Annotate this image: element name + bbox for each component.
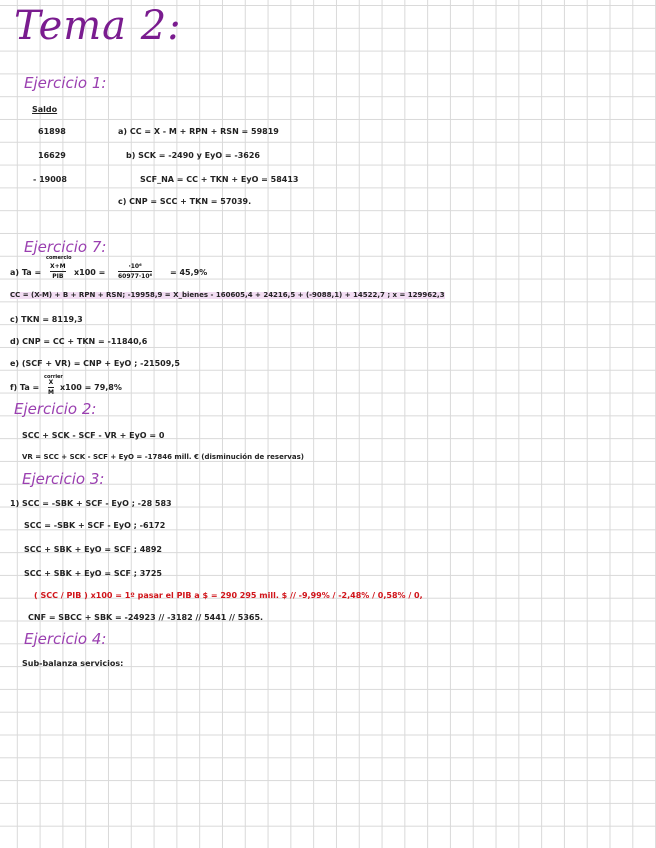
ex7-f-frac-den: M — [48, 389, 54, 396]
ex7-f-fraction — [48, 379, 54, 396]
ex7-a-mid: x100 = — [74, 268, 106, 277]
ex7-a-left: a) Ta = — [10, 268, 42, 277]
ex7-a-fraction-2 — [118, 263, 152, 280]
ex7-c-line: c) TKN = 8119,3 — [10, 315, 83, 324]
fraction-bar — [118, 271, 152, 272]
ex3-line-3: SCC + SBK + EyO = SCF ; 4892 — [24, 545, 162, 554]
ex2-line-2: VR = SCC + SCK - SCF + EyO = -17846 mill. € (disminución de reservas) — [22, 453, 304, 461]
ex3-red-line: ( SCC / PIB ) x100 = 1º pasar el PIB a $ = 290 295 mill. $ // -9,99% / -2,48% / 0,58% / 0, — [34, 591, 423, 600]
heading-ejercicio-1: Ejercicio 1: — [24, 74, 107, 92]
ex3-line-4: SCC + SBK + EyO = SCF ; 3725 — [24, 569, 162, 578]
ex7-f-frac-num: X — [48, 379, 54, 386]
ex7-f-annotation: corrier — [44, 374, 63, 380]
ex7-f-rest: x100 = 79,8% — [60, 383, 122, 392]
heading-ejercicio-3: Ejercicio 3: — [22, 470, 105, 488]
ex7-a-result: = 45,9% — [170, 268, 208, 277]
ex7-e-line: e) (SCF + VR) = CNP + EyO ; -21509,5 — [10, 359, 180, 368]
saldo-value-3: - 19008 — [33, 175, 67, 184]
saldo-value-2: 16629 — [38, 151, 66, 160]
heading-ejercicio-7: Ejercicio 7: — [24, 238, 107, 256]
ex1-line-a: a) CC = X - M + RPN + RSN = 59819 — [118, 127, 279, 136]
page-title: Tema 2: — [14, 3, 182, 49]
ex7-a-frac2-den: 60977·10⁶ — [118, 273, 153, 280]
heading-ejercicio-4: Ejercicio 4: — [24, 630, 107, 648]
saldo-label: Saldo — [32, 105, 58, 114]
ex7-a-fraction — [50, 263, 66, 280]
fraction-bar — [48, 387, 54, 388]
ex7-a-frac-den: PIB — [52, 273, 64, 280]
ex7-a-frac2-num: ·10⁶ — [128, 263, 142, 270]
ex7-b-line: CC = (X-M) + B + RPN + RSN; -19958,9 = X_bienes - 160605,4 + 24216,5 + (-9088,1) + 14522,7 ; x = 129962,3 — [10, 291, 445, 299]
ex3-line-1: 1) SCC = -SBK + SCF - EyO ; -28 583 — [10, 499, 172, 508]
ex4-line-1: Sub-balanza servicios: — [22, 659, 124, 668]
ex3-line-5: CNF = SBCC + SBK = -24923 // -3182 // 5441 // 5365. — [28, 613, 264, 622]
ex1-line-c: c) CNP = SCC + TKN = 57039. — [118, 197, 252, 206]
ex7-d-line: d) CNP = CC + TKN = -11840,6 — [10, 337, 148, 346]
ex7-a-annotation: comercio — [46, 255, 72, 261]
saldo-value-1: 61898 — [38, 127, 66, 136]
ex2-line-1: SCC + SCK - SCF - VR + EyO = 0 — [22, 431, 165, 440]
ex7-f-left: f) Ta = — [10, 383, 40, 392]
heading-ejercicio-2: Ejercicio 2: — [14, 400, 97, 418]
ex1-line-b: b) SCK = -2490 y EyO = -3626 — [126, 151, 260, 160]
ex3-line-2: SCC = -SBK + SCF - EyO ; -6172 — [24, 521, 166, 530]
ex1-line-scf: SCF_NA = CC + TKN + EyO = 58413 — [140, 175, 299, 184]
ex7-a-frac-num: X+M — [50, 263, 66, 270]
fraction-bar — [50, 271, 66, 272]
